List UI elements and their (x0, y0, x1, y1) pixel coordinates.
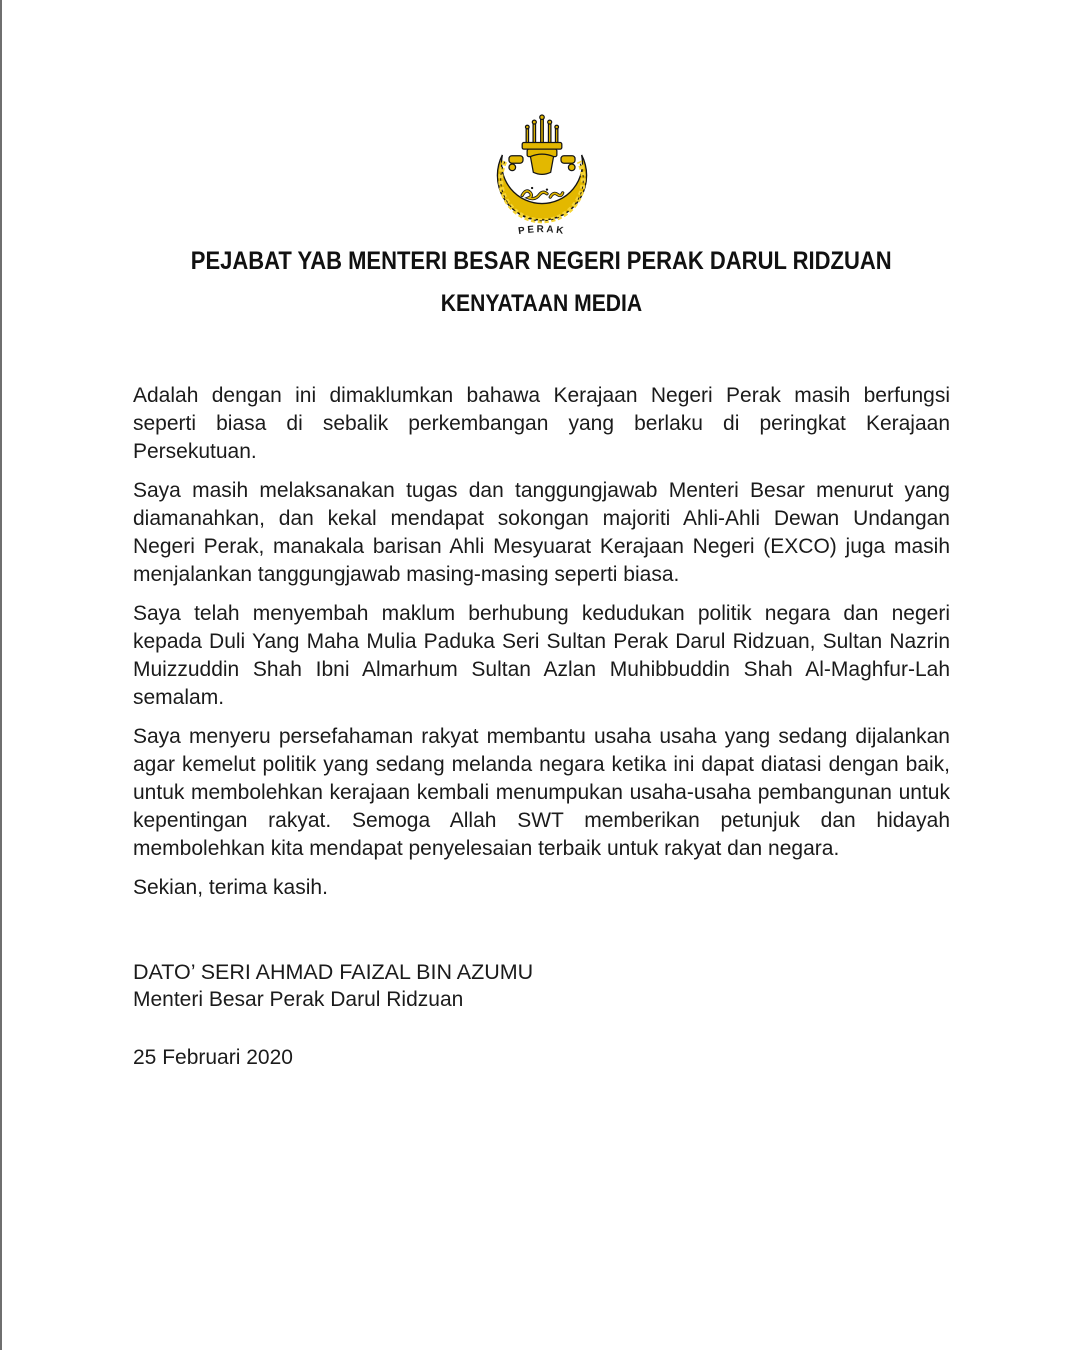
crest-container (133, 112, 950, 240)
office-title-text: PEJABAT YAB MENTERI BESAR NEGERI PERAK DARUL RIDZUAN (191, 247, 892, 275)
statement-body (133, 382, 950, 902)
svg-text:PERAK (517, 224, 566, 237)
body-paragraph-4: Saya menyeru persefahaman rakyat membantu usaha usaha yang sedang dijalankan agar kemelut politik yang sedang melanda negara ketika ini dapat diatasi dengan baik, untuk membolehkan kerajaan kembali menumpukan usaha-usaha pembangunan untuk kepentingan rakyat. Semoga Allah SWT memberikan petunjuk dan hidayah membolehkan kita mendapat penyelesaian terbaik untuk rakyat dan negara. (133, 725, 950, 860)
perak-state-crest-icon (484, 112, 600, 240)
signature-title: Menteri Besar Perak Darul Ridzuan (133, 988, 464, 1011)
body-paragraph-3: Saya telah menyembah maklum berhubung kedudukan politik negara dan negeri kepada Duli Yang Maha Mulia Paduka Seri Sultan Perak Darul Ridzuan, Sultan Nazrin Muizzuddin Shah Ibni Almarhum Sultan Azlan Muhibbuddin Shah Al-Maghfur-Lah semalam. (133, 602, 950, 709)
body-paragraph-2: Saya masih melaksanakan tugas dan tanggungjawab Menteri Besar menurut yang diamanahkan, dan kekal mendapat sokongan majoriti Ahli-Ahli Dewan Undangan Negeri Perak, manakala barisan Ahli Mesyuarat Kerajaan Negeri (EXCO) juga masih menjalankan tanggungjawab masing-masing seperti biasa. (133, 479, 950, 586)
statement-subtitle-text: KENYATAAN MEDIA (440, 290, 643, 317)
office-title (133, 246, 950, 276)
signature-name: DATO’ SERI AHMAD FAIZAL BIN AZUMU (133, 960, 534, 984)
signature-block (133, 958, 950, 1014)
closing-line: Sekian, terima kasih. (133, 876, 328, 899)
crest-label: PERAK (516, 224, 567, 238)
body-paragraph-1: Adalah dengan ini dimaklumkan bahawa Kerajaan Negeri Perak masih berfungsi seperti biasa di sebalik perkembangan yang berlaku di peringkat Kerajaan Persekutuan. (133, 384, 950, 463)
statement-date: 25 Februari 2020 (133, 1046, 293, 1069)
statement-subtitle (133, 289, 950, 318)
document-content (133, 0, 950, 1072)
